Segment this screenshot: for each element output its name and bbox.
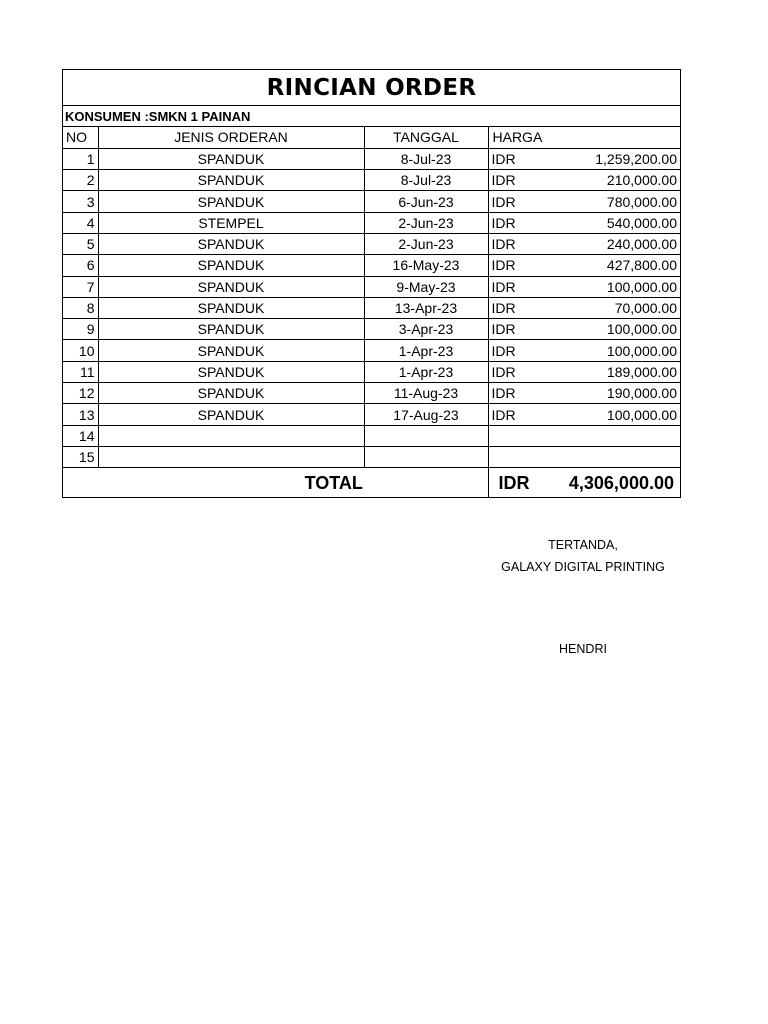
cell-amount: 189,000.00 [536, 361, 680, 382]
header-no: NO [63, 127, 98, 148]
page-title: RINCIAN ORDER [63, 70, 680, 106]
cell-no: 14 [63, 425, 98, 446]
cell-tanggal: 2-Jun-23 [364, 233, 488, 254]
cell-jenis: SPANDUK [98, 276, 364, 297]
table-row [63, 276, 680, 297]
cell-jenis: SPANDUK [98, 255, 364, 276]
cell-tanggal: 11-Aug-23 [364, 383, 488, 404]
cell-no: 7 [63, 276, 98, 297]
total-amount: 4,306,000.00 [568, 472, 674, 493]
table-row [63, 148, 680, 169]
cell-amount: 240,000.00 [536, 233, 680, 254]
cell-currency: IDR [488, 404, 536, 425]
cell-currency [488, 425, 536, 446]
table-header-row [63, 127, 680, 148]
signature-name: HENDRI [559, 642, 607, 656]
cell-no: 13 [63, 404, 98, 425]
cell-currency: IDR [488, 297, 536, 318]
cell-tanggal: 1-Apr-23 [364, 340, 488, 361]
cell-no: 6 [63, 255, 98, 276]
cell-jenis: SPANDUK [98, 319, 364, 340]
cell-no: 10 [63, 340, 98, 361]
cell-jenis: SPANDUK [98, 297, 364, 318]
cell-jenis: SPANDUK [98, 404, 364, 425]
table-row [63, 255, 680, 276]
cell-amount [536, 425, 680, 446]
cell-amount: 1,259,200.00 [536, 148, 680, 169]
table-row [63, 191, 680, 212]
table-row [63, 319, 680, 340]
table-row [63, 297, 680, 318]
cell-tanggal: 16-May-23 [364, 255, 488, 276]
cell-currency: IDR [488, 148, 536, 169]
header-jenis: JENIS ORDERAN [98, 127, 364, 148]
cell-jenis: SPANDUK [98, 148, 364, 169]
cell-no: 11 [63, 361, 98, 382]
cell-currency: IDR [488, 255, 536, 276]
table-row [63, 212, 680, 233]
cell-no: 2 [63, 170, 98, 191]
cell-amount: 100,000.00 [536, 404, 680, 425]
cell-jenis: SPANDUK [98, 383, 364, 404]
cell-currency: IDR [488, 383, 536, 404]
cell-jenis: STEMPEL [98, 212, 364, 233]
cell-currency: IDR [488, 319, 536, 340]
cell-no: 9 [63, 319, 98, 340]
header-tanggal: TANGGAL [364, 127, 488, 148]
cell-tanggal: 17-Aug-23 [364, 404, 488, 425]
customer-name: SMKN 1 PAINAN [148, 108, 251, 124]
cell-amount: 100,000.00 [536, 276, 680, 297]
cell-amount: 190,000.00 [536, 383, 680, 404]
cell-amount: 427,800.00 [536, 255, 680, 276]
customer-line [63, 106, 680, 127]
table-row [63, 404, 680, 425]
cell-jenis [98, 425, 364, 446]
header-harga: HARGA [488, 127, 680, 148]
cell-jenis: SPANDUK [98, 361, 364, 382]
cell-no: 8 [63, 297, 98, 318]
table-row [63, 446, 680, 467]
cell-tanggal: 6-Jun-23 [364, 191, 488, 212]
cell-jenis: SPANDUK [98, 340, 364, 361]
cell-jenis: SPANDUK [98, 191, 364, 212]
table-row [63, 425, 680, 446]
cell-tanggal: 2-Jun-23 [364, 212, 488, 233]
table-row [63, 340, 680, 361]
cell-tanggal: 3-Apr-23 [364, 319, 488, 340]
cell-currency: IDR [488, 276, 536, 297]
cell-tanggal [364, 425, 488, 446]
cell-tanggal: 8-Jul-23 [364, 148, 488, 169]
cell-no: 5 [63, 233, 98, 254]
table-row [63, 233, 680, 254]
signature-company: GALAXY DIGITAL PRINTING [501, 560, 665, 574]
order-sheet [62, 69, 681, 498]
cell-amount [536, 446, 680, 467]
cell-amount: 70,000.00 [536, 297, 680, 318]
table-row [63, 361, 680, 382]
cell-no: 12 [63, 383, 98, 404]
cell-amount: 210,000.00 [536, 170, 680, 191]
cell-tanggal: 8-Jul-23 [364, 170, 488, 191]
total-label: TOTAL [63, 468, 488, 497]
cell-currency: IDR [488, 212, 536, 233]
cell-tanggal: 1-Apr-23 [364, 361, 488, 382]
cell-currency [488, 446, 536, 467]
cell-currency: IDR [488, 233, 536, 254]
cell-amount: 100,000.00 [536, 340, 680, 361]
cell-jenis: SPANDUK [98, 170, 364, 191]
total-row [63, 468, 680, 497]
cell-amount: 780,000.00 [536, 191, 680, 212]
cell-currency: IDR [488, 170, 536, 191]
table-row [63, 170, 680, 191]
cell-jenis: SPANDUK [98, 233, 364, 254]
cell-no: 15 [63, 446, 98, 467]
total-currency: IDR [498, 472, 530, 493]
cell-no: 4 [63, 212, 98, 233]
order-table [63, 127, 680, 497]
cell-no: 1 [63, 148, 98, 169]
cell-currency: IDR [488, 191, 536, 212]
cell-currency: IDR [488, 340, 536, 361]
customer-label: KONSUMEN : [65, 108, 149, 124]
cell-tanggal [364, 446, 488, 467]
cell-currency: IDR [488, 361, 536, 382]
cell-no: 3 [63, 191, 98, 212]
signature-greeting: TERTANDA, [548, 538, 618, 552]
cell-jenis [98, 446, 364, 467]
cell-tanggal: 9-May-23 [364, 276, 488, 297]
table-row [63, 383, 680, 404]
cell-tanggal: 13-Apr-23 [364, 297, 488, 318]
cell-amount: 540,000.00 [536, 212, 680, 233]
cell-amount: 100,000.00 [536, 319, 680, 340]
